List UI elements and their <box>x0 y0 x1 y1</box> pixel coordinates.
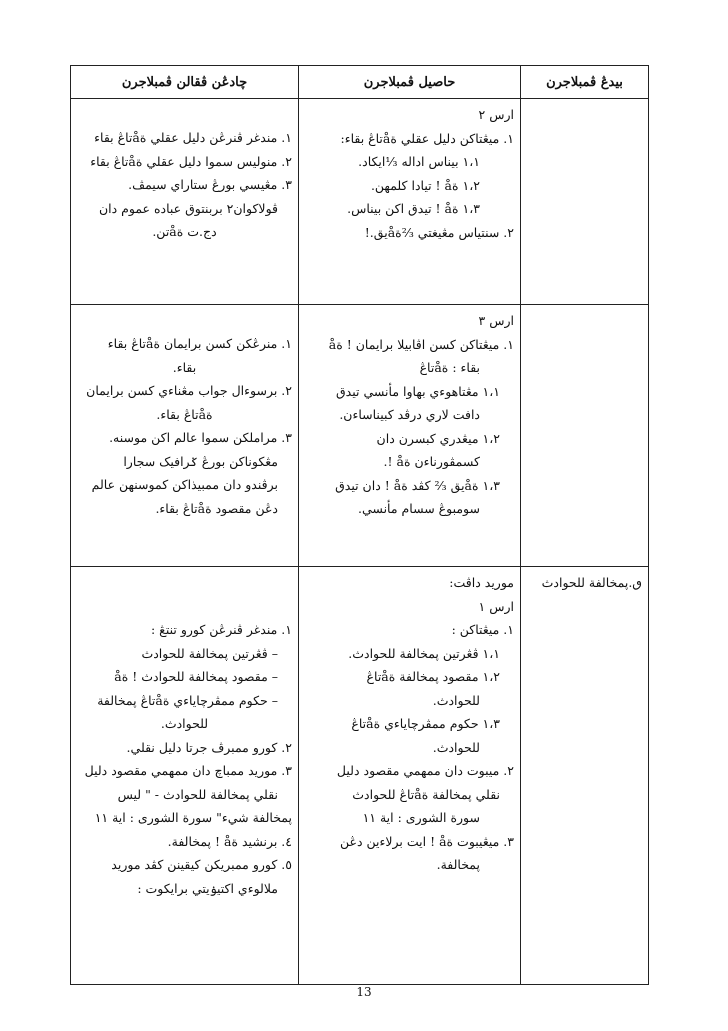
table-row <box>71 567 649 985</box>
cell-activities <box>71 567 299 985</box>
cell-outcomes <box>299 305 521 567</box>
outcome-line: ١. ميڠتاكن : <box>451 622 514 637</box>
outcome-heading: موريد داڤت: <box>449 575 514 590</box>
outcome-line: ١،١ مڠتاهوءي بهاوا مأنسي تيدق <box>335 383 500 399</box>
outcome-line: ١،٢ ةå ! تيادا كلمهن. <box>370 177 480 193</box>
level-label: ارس ١ <box>478 598 514 614</box>
activity-line: – حكوم ممڤرچاياءي ةåتاڠ ڽمخالفة <box>97 692 278 708</box>
header-row <box>71 66 649 99</box>
activity-line: ٥. كورو ممبريكن كيقينن كڤد موريد <box>111 857 292 872</box>
cell-field <box>521 99 649 305</box>
activity-line: ڽمخالفة شيء" سورة الشورى : اية ١١ <box>94 810 292 825</box>
cell-outcomes <box>299 99 521 305</box>
outcome-line: ١،١ بيناس اداله ⅓ايكاد. <box>358 154 480 169</box>
cell-activities <box>71 305 299 567</box>
outcome-line: ١،٣ حكوم ممڤرچاياءي ةåتاڠ <box>351 716 500 731</box>
outcome-line: ١،١ ڤڠرتين ڽمخالفة للحوادث. <box>348 645 500 661</box>
activity-line: بقاء. <box>172 359 197 375</box>
outcome-line: سورة الشورى : اية ١١ <box>362 810 480 825</box>
outcome-line: كسمڤورناءن ةå !. <box>383 454 480 469</box>
activity-line: ٢. كورو ممبرڤ جرتا دليل نقلي. <box>126 739 292 755</box>
activity-line: ٣. موريد ممباچ دان ممهمي مقصود دليل <box>84 763 292 778</box>
lesson-plan-table <box>70 65 649 985</box>
activity-line: ةåتاڠ بقاء. <box>156 406 213 422</box>
outcome-line: ٢. ميبوت دان ممهمي مقصود دليل <box>336 763 514 778</box>
cell-outcomes <box>299 567 521 985</box>
activity-line: ٣. مڠيسي بورڠ ستاراي سيمڤ. <box>128 177 292 192</box>
header-learning-outcomes: حاصيل ڤمبلاجرن <box>299 66 521 99</box>
activity-line: برڤندو دان ممبيذاكن كموسنهن عالم <box>91 477 278 492</box>
outcome-line: ١،٢ ميڠدري كبسرن دان <box>376 430 500 446</box>
activity-line: دج.ت ةåتن. <box>152 224 217 239</box>
activity-line: ١. مندغر ڤنرڠن كورو تنتڠ : <box>150 622 292 637</box>
cell-field <box>521 305 649 567</box>
level-label: ارس ٢ <box>478 107 514 122</box>
outcome-line: ڽمخالفة. <box>436 857 480 872</box>
table-row <box>71 99 649 305</box>
activity-line: نقلي ڽمخالفة للحوادث - " ليس <box>117 786 278 802</box>
header-field: بيدڠ ڤمبلاجرن <box>521 66 649 99</box>
outcome-line: ٢. سنتياس مڠيغتي ⅔ةåيق.! <box>364 224 514 240</box>
table-row <box>71 305 649 567</box>
activity-line: ٣. مراملكن سموا عالم اكن موسنه. <box>109 430 292 445</box>
outcome-line: بقاء : ةåتاڠ <box>419 360 480 375</box>
activity-line: ڤولاكوان٢ بربنتوق عباده عموم دان <box>98 200 278 216</box>
activity-line: للحوادث. <box>160 716 209 731</box>
page-number: 13 <box>356 985 372 999</box>
outcome-line: دافت لاري درڤد كبيناساءن. <box>339 407 480 422</box>
outcome-line: ٣. ميڠيبوت ةå ! ايت برلاءين دڠن <box>340 833 514 849</box>
field-name: ٯ.ڽمخالفة للحوادث <box>541 575 642 590</box>
activity-line: دڠن مقصود ةåتاڠ بقاء. <box>155 500 278 516</box>
outcome-line: ١،٢ مقصود ڽمخالفة ةåتاڠ <box>366 669 500 684</box>
outcome-line: ١،٣ ةåيق ⅔ كڤد ةå ! دان تيدق <box>335 477 500 493</box>
outcome-line: سومبوڠ سسام مأنسي. <box>358 501 480 516</box>
outcome-line: ١،٣ ةå ! تيدق اكن بيناس. <box>347 201 480 216</box>
cell-activities <box>71 99 299 305</box>
activity-line: – ڤڠرتين ڽمخالفة للحوادث <box>141 645 278 661</box>
cell-field <box>521 567 649 985</box>
activity-line: ٢. برسوءال جواب مڠناءي كسن برايمان <box>86 383 292 398</box>
outcome-line: للحوادث. <box>432 692 480 708</box>
activity-line: ملالوءي اكتيۏيتي برايكوت : <box>137 880 278 896</box>
activity-line: – مقصود ڽمخالفة للحوادث ! ةå <box>114 669 278 684</box>
activity-line: مڠكوناكن بورڠ ݢرافيک سجارا <box>123 453 278 469</box>
outcome-line: ١. ميڠتاكن كسن اڤابيلا برايمان ! ةå <box>328 336 514 352</box>
outcome-line: للحوادث. <box>432 739 480 755</box>
activity-line: ٢. منوليس سموا دليل عقلي ةåتاڠ بقاء <box>90 153 292 169</box>
level-label: ارس ٣ <box>478 313 514 328</box>
outcome-line: ١. ميڠتاكن دليل عقلي ةåتاڠ بقاء: <box>340 130 514 146</box>
outcome-line: نقلي ڽمخالفة ةåتاڠ للحوادث <box>352 786 500 802</box>
header-learning-activities: چادڠن ڤقالن ڤمبلاجرن <box>71 66 299 99</box>
activity-line: ١. مندغر ڤنرڠن دليل عقلي ةåتاڠ بقاء <box>94 130 292 145</box>
activity-line: ٤. برنشيد ةå ! ڽمخالفة. <box>167 833 292 849</box>
activity-line: ١. منرڠكن كسن برايمان ةåتاڠ بقاء <box>107 336 292 351</box>
